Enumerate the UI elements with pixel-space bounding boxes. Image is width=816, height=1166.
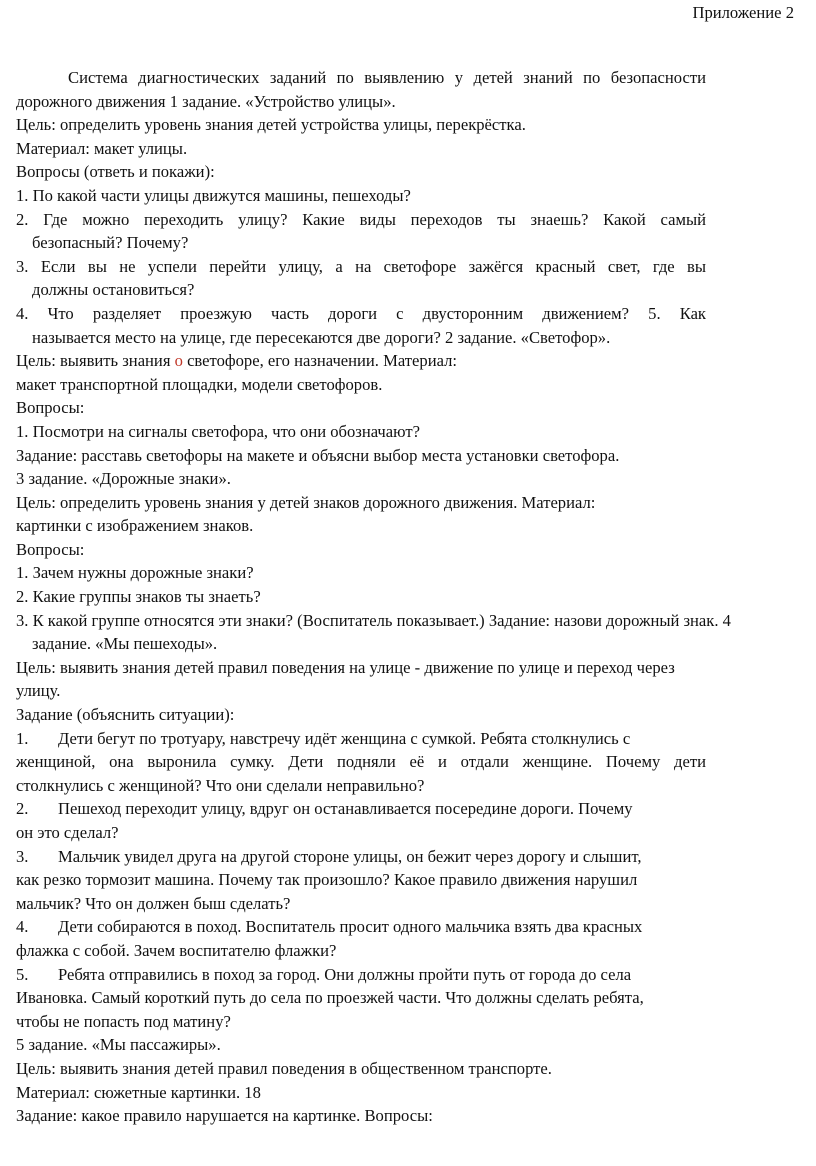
situation-2-text: Пешеход переходит улицу, вдруг он останавливается посередине дороги. Почему <box>58 799 633 819</box>
question-1-2-cont: безопасный? Почему? <box>32 233 189 253</box>
goal-4: Цель: выявить знания детей правил поведения на улице - движение по улице и переход через <box>16 657 675 677</box>
goal-5: Цель: выявить знания детей правил поведения в общественном транспорте. <box>16 1058 552 1078</box>
situations-heading: Задание (объяснить ситуации): <box>16 705 235 725</box>
goal-1: Цель: определить уровень знания детей устройства улицы, перекрёстка. <box>16 115 526 135</box>
questions-heading-3: Вопросы: <box>16 539 85 559</box>
question-1-4: 4. Что разделяет проезжую часть дороги с двусторонним движением? 5. Как <box>16 303 706 323</box>
question-1-2: 2. Где можно переходить улицу? Какие виды переходов ты знаешь? Какой самый <box>16 209 706 229</box>
goal-2-part-b: о <box>174 351 183 371</box>
question-1-4-cont: называется место на улице, где пересекаются две дороги? 2 задание. «Светофор». <box>32 327 611 347</box>
situation-5-cont-2: чтобы не попасть под матину? <box>16 1011 231 1031</box>
task-5-title: 5 задание. «Мы пассажиры». <box>16 1035 221 1055</box>
question-3-2: 2. Какие группы знаков ты знаеть? <box>16 587 261 607</box>
material-2: макет транспортной площадки, модели светофоров. <box>16 374 383 394</box>
document-body <box>16 66 731 1128</box>
situation-4-cont: флажка с собой. Зачем воспитателю флажки? <box>16 940 337 960</box>
situation-2-number: 2. <box>16 799 29 819</box>
situation-1-number: 1. <box>16 728 29 748</box>
goal-2-part-c: светофоре, его назначении. Материал: <box>187 351 457 371</box>
situation-2-cont: он это сделал? <box>16 823 119 842</box>
situation-1-cont-1: женщиной, она выронила сумку. Дети подняли её и отдали женщине. Почему дети <box>16 752 706 772</box>
situation-3 <box>16 845 706 869</box>
situation-5-cont-1: Ивановка. Самый короткий путь до села по проезжей части. Что должны сделать ребята, <box>16 988 644 1008</box>
material-3: картинки с изображением знаков. <box>16 516 254 536</box>
question-2-1: 1. Посмотри на сигналы светофора, что они обозначают? <box>16 421 420 441</box>
situation-5-text: Ребята отправились в поход за город. Они должны пройти путь от города до села <box>58 964 632 984</box>
question-1-3: 3. Если вы не успели перейти улицу, а на светофоре зажёгся красный свет, где вы <box>16 256 706 276</box>
situation-3-cont-2: мальчик? Что он должен быш сделать? <box>16 893 291 913</box>
goal-2-part-a: Цель: выявить знания <box>16 351 171 371</box>
situation-3-cont-1: как резко тормозит машина. Почему так произошло? Какое правило движения нарушил <box>16 870 638 890</box>
task-3-title: 3 задание. «Дорожные знаки». <box>16 469 231 489</box>
situation-3-number: 3. <box>16 846 29 866</box>
question-1-1: 1. По какой части улицы движутся машины, пешеходы? <box>16 185 411 205</box>
situation-4 <box>16 915 706 939</box>
task-2: Задание: расставь светофоры на макете и объясни выбор места установки светофора. <box>16 445 620 465</box>
material-5: Материал: сюжетные картинки. 18 <box>16 1082 261 1102</box>
goal-2 <box>16 349 706 373</box>
situation-1 <box>16 727 706 751</box>
task-5: Задание: какое правило нарушается на картинке. Вопросы: <box>16 1106 433 1126</box>
question-3-1: 1. Зачем нужны дорожные знаки? <box>16 563 254 583</box>
situation-4-number: 4. <box>16 917 29 937</box>
situation-1-cont-2: столкнулись с женщиной? Что они сделали неправильно? <box>16 775 425 795</box>
situation-2 <box>16 797 706 821</box>
title-line-1: Система диагностических заданий по выявлению у детей знаний по безопасности <box>68 68 706 87</box>
situation-4-text: Дети собираются в поход. Воспитатель просит одного мальчика взять два красных <box>58 917 643 937</box>
appendix-header: Приложение 2 <box>692 3 794 22</box>
question-1-3-cont: должны остановиться? <box>32 280 195 300</box>
title-line-2: дорожного движения 1 задание. «Устройство улицы». <box>16 91 396 111</box>
situation-5-number: 5. <box>16 964 29 984</box>
material-1: Материал: макет улицы. <box>16 138 188 158</box>
situation-1-text: Дети бегут по тротуару, навстречу идёт женщина с сумкой. Ребята столкнулись с <box>58 728 631 748</box>
questions-heading-2: Вопросы: <box>16 398 85 418</box>
question-3-3: 3. К какой группе относятся эти знаки? (Воспитатель показывает.) Задание: назови дорожный знак. 4 <box>16 610 731 630</box>
task-4-title: задание. «Мы пешеходы». <box>32 634 218 654</box>
goal-4-cont: улицу. <box>16 681 61 701</box>
questions-heading-1: Вопросы (ответь и покажи): <box>16 162 215 182</box>
goal-3: Цель: определить уровень знания у детей знаков дорожного движения. Материал: <box>16 492 596 512</box>
situation-3-text: Мальчик увидел друга на другой стороне улицы, он бежит через дорогу и слышит, <box>58 846 642 866</box>
situation-5 <box>16 963 706 987</box>
